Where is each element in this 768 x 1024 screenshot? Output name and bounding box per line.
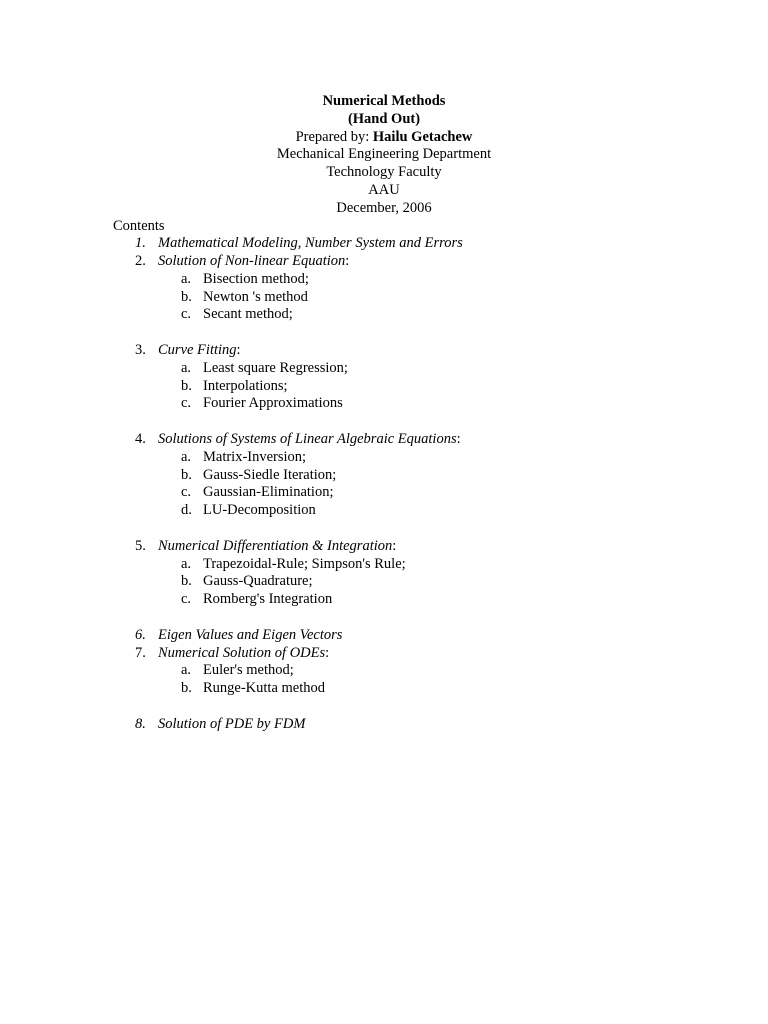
toc-section	[113, 342, 713, 360]
subitem-text: Runge-Kutta method	[203, 680, 326, 697]
subitem-letter: c.	[181, 395, 192, 412]
toc-subitem	[113, 306, 713, 324]
spacer	[113, 520, 713, 538]
spacer	[113, 609, 713, 627]
section-title: Numerical Differentiation & Integration	[158, 537, 393, 554]
subitem-letter: b.	[181, 377, 192, 394]
spacer	[113, 324, 713, 342]
subitem-text: Gauss-Siedle Iteration;	[203, 466, 337, 483]
section-title-line	[158, 645, 329, 663]
toc-subitem	[113, 556, 713, 574]
toc-subitem	[113, 680, 713, 698]
date-line: December, 2006	[336, 199, 432, 216]
section-suffix: :	[325, 644, 330, 661]
toc-subitem	[113, 502, 713, 520]
subitem-text: Newton 's method	[203, 288, 308, 305]
section-suffix: :	[456, 431, 461, 448]
subitem-letter: c.	[181, 484, 192, 501]
toc-subitem	[113, 467, 713, 485]
subitem-letter: a.	[181, 448, 192, 465]
subitem-text: Trapezoidal-Rule; Simpson's Rule;	[203, 555, 406, 572]
toc-section	[113, 627, 713, 645]
toc-section	[113, 645, 713, 663]
subitem-text: Matrix-Inversion;	[203, 448, 307, 465]
subitem-letter: b.	[181, 466, 192, 483]
subitem-text: Gaussian-Elimination;	[203, 484, 334, 501]
subitem-text: Gauss-Quadrature;	[203, 573, 313, 590]
toc-subitem	[113, 271, 713, 289]
contents-heading-text: Contents	[113, 217, 165, 234]
toc-subitem	[113, 289, 713, 307]
section-title: Solutions of Systems of Linear Algebraic Equations	[158, 431, 457, 448]
section-number: 8.	[135, 715, 146, 732]
toc-section	[113, 235, 713, 253]
spacer	[113, 698, 713, 716]
subitem-letter: b.	[181, 680, 192, 697]
subitem-text: Bisection method;	[203, 270, 309, 287]
institution-line: AAU	[368, 181, 400, 198]
subitem-letter: d.	[181, 502, 192, 519]
toc-section	[113, 716, 713, 734]
toc-subitem	[113, 573, 713, 591]
subitem-text: Interpolations;	[203, 377, 288, 394]
section-title-line	[158, 627, 342, 645]
subitem-text: Euler's method;	[203, 662, 294, 679]
subitem-text: LU-Decomposition	[203, 502, 316, 519]
subitem-letter: c.	[181, 306, 192, 323]
subitem-letter: a.	[181, 270, 192, 287]
prepared-by-line	[0, 129, 768, 147]
document-header	[0, 93, 768, 218]
subitem-letter: a.	[181, 555, 192, 572]
section-suffix: :	[392, 537, 397, 554]
spacer	[113, 413, 713, 431]
subitem-letter: b.	[181, 288, 192, 305]
section-number: 4.	[135, 431, 146, 448]
section-title: Solution of PDE by FDM	[158, 715, 306, 732]
subitem-letter: b.	[181, 573, 192, 590]
toc-subitem	[113, 360, 713, 378]
section-title: Curve Fitting	[158, 342, 237, 359]
toc-subitem	[113, 662, 713, 680]
section-number: 6.	[135, 626, 146, 643]
table-of-contents	[113, 218, 713, 734]
section-title-line	[158, 538, 396, 556]
section-number: 1.	[135, 235, 146, 252]
subitem-letter: a.	[181, 662, 192, 679]
section-suffix: :	[236, 342, 241, 359]
author-name: Hailu Getachew	[372, 128, 473, 145]
subitem-letter: c.	[181, 591, 192, 608]
subitem-text: Fourier Approximations	[203, 395, 343, 412]
contents-heading	[113, 218, 713, 236]
toc-section	[113, 253, 713, 271]
section-title-line	[158, 253, 349, 271]
toc-subitem	[113, 395, 713, 413]
department-line: Mechanical Engineering Department	[276, 146, 492, 163]
section-title: Numerical Solution of ODEs	[158, 644, 326, 661]
faculty-line: Technology Faculty	[326, 164, 442, 181]
subitem-text: Romberg's Integration	[203, 591, 333, 608]
section-number: 7.	[135, 644, 146, 661]
toc-subitem	[113, 449, 713, 467]
subitem-text: Secant method;	[203, 306, 293, 323]
section-title-line	[158, 431, 461, 449]
prepared-by-label: Prepared by:	[295, 128, 373, 145]
document-title: Numerical Methods	[322, 93, 446, 109]
section-suffix: :	[345, 253, 350, 270]
toc-section	[113, 431, 713, 449]
section-title-line	[158, 342, 241, 360]
section-number: 2.	[135, 253, 146, 270]
section-title: Mathematical Modeling, Number System and Errors	[158, 235, 463, 252]
section-title: Solution of Non-linear Equation	[158, 253, 346, 270]
toc-subitem	[113, 484, 713, 502]
section-title-line	[158, 235, 463, 253]
toc-section	[113, 538, 713, 556]
section-title-line	[158, 716, 305, 734]
document-subtitle: (Hand Out)	[347, 110, 421, 127]
subitem-letter: a.	[181, 359, 192, 376]
toc-subitem	[113, 378, 713, 396]
section-number: 3.	[135, 342, 146, 359]
toc-subitem	[113, 591, 713, 609]
subitem-text: Least square Regression;	[203, 359, 348, 376]
section-number: 5.	[135, 537, 146, 554]
section-title: Eigen Values and Eigen Vectors	[158, 626, 343, 643]
